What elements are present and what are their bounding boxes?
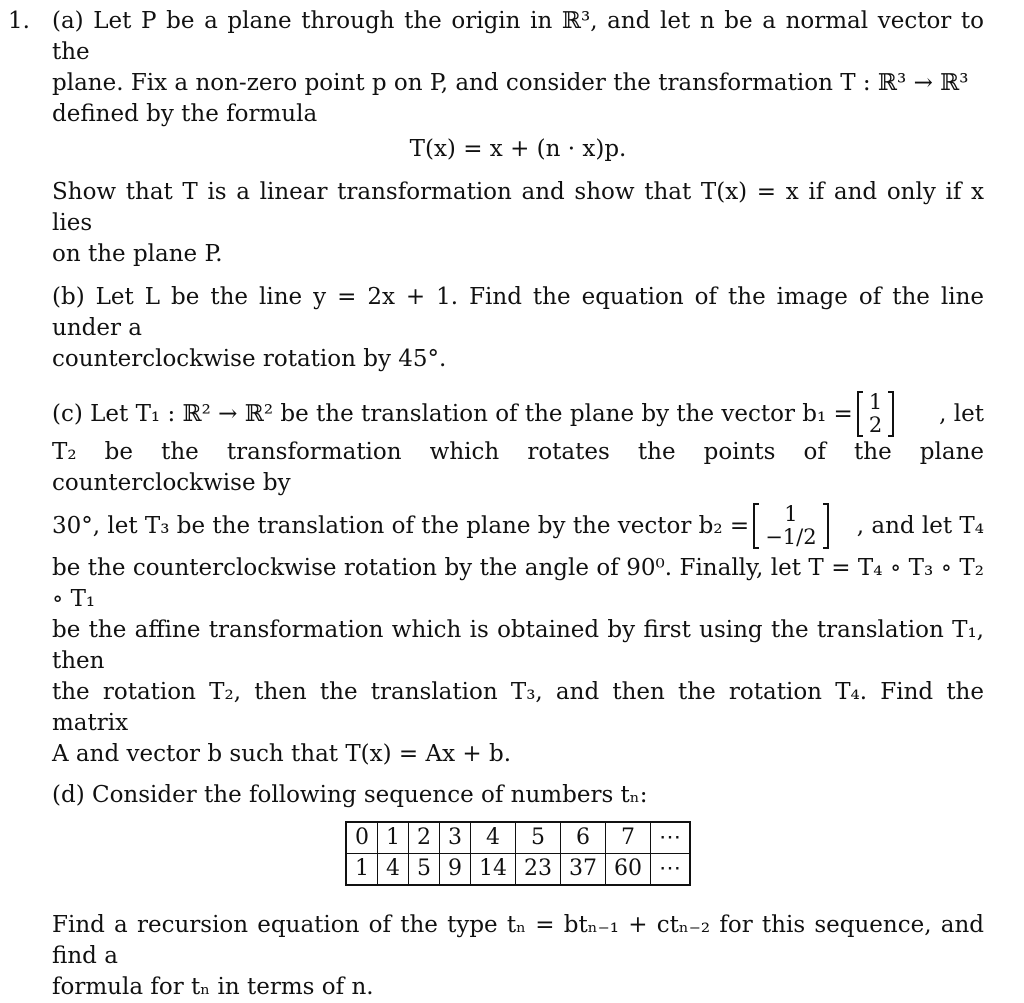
part-a [52, 6, 984, 270]
part-a-line-4: Show that T is a linear transformation and show that T(x) = x if and only if x lies [52, 179, 984, 236]
vector-b1-bottom: 2 [868, 413, 883, 437]
part-b-line-2: counterclockwise rotation by 45°. [52, 346, 447, 372]
part-c-line-3-end: , and let T₄ [856, 512, 984, 539]
part-a-line-3: defined by the formula [52, 101, 318, 127]
table-cell: 4 [378, 854, 409, 886]
part-c-line-3-start: 30°, let T₃ be the translation of the plane by the vector b₂ = [52, 512, 750, 539]
problem-number: 1. [8, 8, 30, 34]
part-c-line-3 [52, 499, 984, 553]
table-cell: 14 [471, 854, 516, 886]
table-cell: ⋯ [651, 822, 691, 854]
table-cell: 1 [346, 854, 378, 886]
table-cell: 23 [516, 854, 561, 886]
part-d-line-2: formula for tₙ in terms of n. [52, 974, 374, 1000]
vector-b2 [753, 503, 828, 549]
part-c-line-4: be the counterclockwise rotation by the angle of 90⁰. Finally, let T = T₄ ∘ T₃ ∘ T₂ ∘ T₁ [52, 555, 984, 612]
part-d-line-1: Find a recursion equation of the type tₙ = btₙ₋₁ + ctₙ₋₂ for this sequence, and find a [52, 912, 984, 969]
part-a-formula: T(x) = x + (n · x)p. [409, 136, 627, 162]
part-c-line-5: be the affine transformation which is obtained by first using the translation T₁, then [52, 617, 984, 674]
part-d [52, 780, 984, 1003]
table-cell: 60 [606, 854, 651, 886]
table-row-n [346, 822, 690, 854]
part-c [52, 391, 984, 770]
table-cell: 1 [378, 822, 409, 854]
part-c-line-2: T₂ be the transformation which rotates the points of the plane counterclockwise by [52, 439, 984, 496]
vector-b1-top: 1 [868, 390, 883, 414]
part-c-line-7: A and vector b such that T(x) = Ax + b. [52, 741, 512, 767]
table-cell: 0 [346, 822, 378, 854]
part-a-line-5: on the plane P. [52, 241, 223, 267]
part-b [52, 282, 984, 375]
sequence-table-wrapper [52, 821, 984, 886]
table-cell: 6 [561, 822, 606, 854]
part-c-intro: (c) Let T₁ : ℝ² → ℝ² be the translation of the plane by the vector b₁ = [52, 400, 853, 427]
table-cell: 37 [561, 854, 606, 886]
vector-b1 [857, 391, 894, 437]
table-cell: 4 [471, 822, 516, 854]
part-a-line-2: plane. Fix a non-zero point p on P, and consider the transformation T : ℝ³ → ℝ³ [52, 70, 969, 96]
table-cell: 5 [516, 822, 561, 854]
problem-body [52, 6, 984, 1003]
part-c-after-b1: , let [939, 400, 984, 427]
table-cell: 7 [606, 822, 651, 854]
table-cell: 2 [409, 822, 440, 854]
vector-b2-top: 1 [784, 502, 798, 526]
part-b-line-1: (b) Let L be the line y = 2x + 1. Find the equation of the image of the line under a [52, 284, 984, 341]
part-a-line-1: (a) Let P be a plane through the origin in ℝ³, and let n be a normal vector to the [52, 8, 984, 65]
part-c-line-6: the rotation T₂, then the translation T₃, and then the rotation T₄. Find the matrix [52, 679, 984, 736]
part-c-line-1 [52, 391, 984, 437]
table-cell: 9 [440, 854, 471, 886]
table-cell: 5 [409, 854, 440, 886]
part-d-intro: (d) Consider the following sequence of numbers tₙ: [52, 782, 648, 808]
sequence-table [345, 821, 691, 886]
table-row-t [346, 854, 690, 886]
table-cell: ⋯ [651, 854, 691, 886]
vector-b2-bottom: −1/2 [765, 525, 817, 549]
table-cell: 3 [440, 822, 471, 854]
